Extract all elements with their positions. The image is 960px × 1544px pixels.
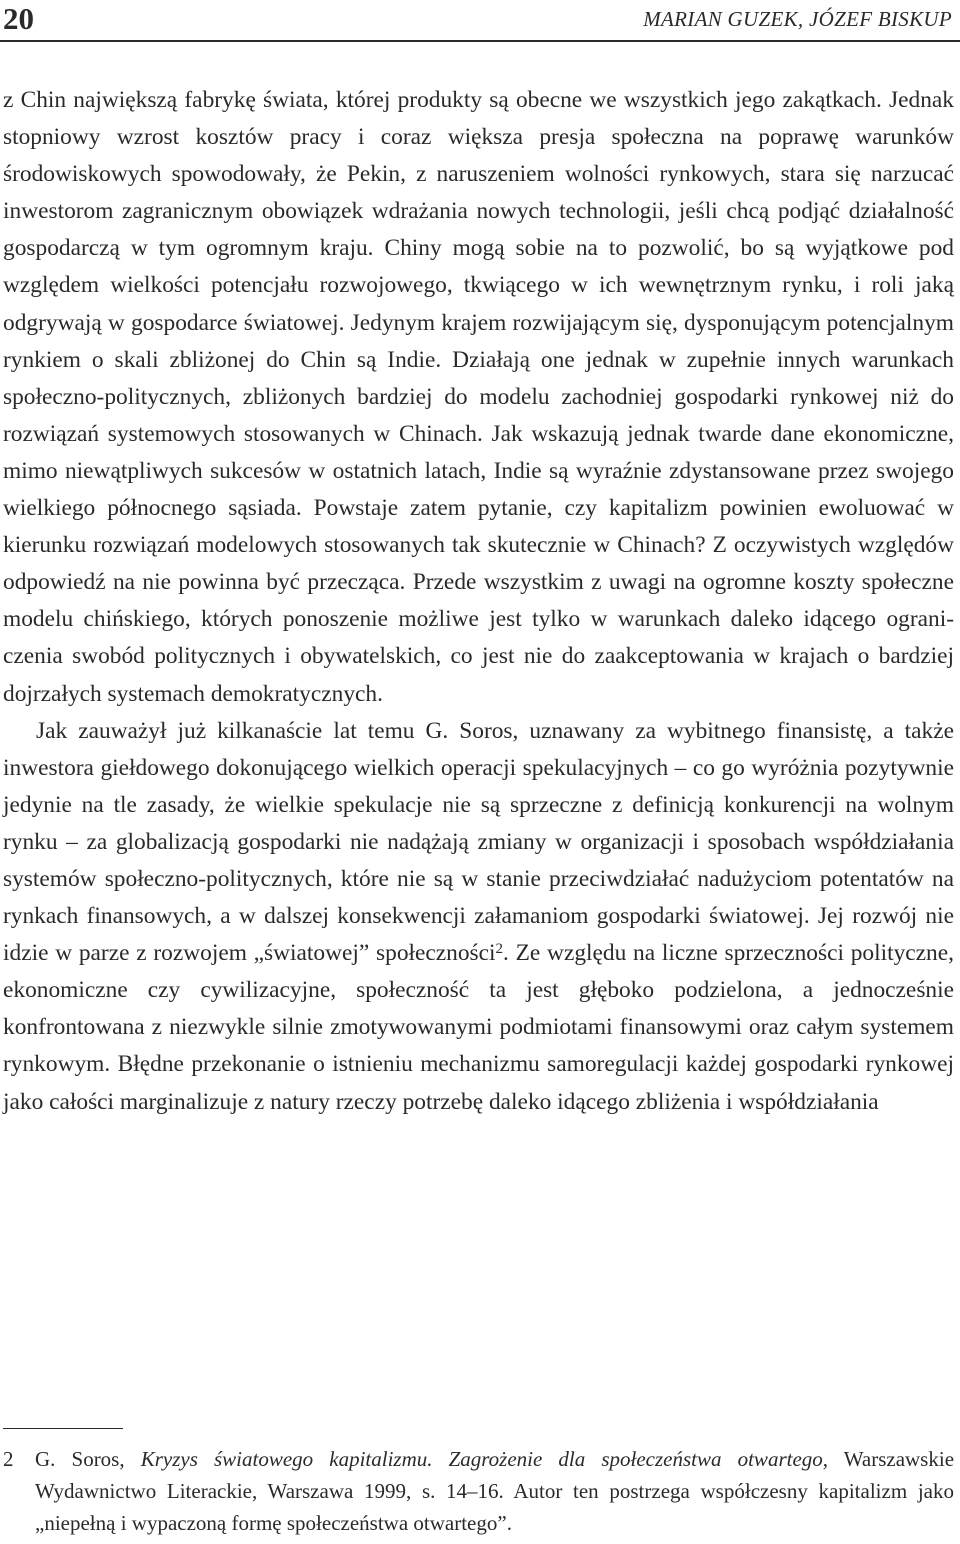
footnote-text xyxy=(35,1443,954,1539)
footnote-reference[interactable]: 2 xyxy=(495,941,504,958)
header-rule xyxy=(0,40,960,42)
footnote-separator xyxy=(3,1428,123,1429)
footnote-book-title: Kryzys światowego kapitalizmu. Zagrożenie dla społeczeństwa otwartego xyxy=(140,1447,823,1471)
paragraph-2 xyxy=(3,713,954,1121)
footnote xyxy=(3,1443,954,1539)
page-header xyxy=(0,0,960,42)
body-text xyxy=(3,82,954,1121)
paragraph-2-text-before: Jak zauważył już kilkanaście lat temu G. Soros, uznawany za wybitnego finansistę, a także inwestora giełdowego dokonującego wielkich operacji spekulacyjnych – co go wyróżnia pozytywnie jedynie na tle zasady, że wielkie spekulacje nie są sprzeczne z definicją konkurencji na wolnym rynku – za globalizacją gospodarki nie nadążają zmiany w organizacji i sposobach współdziałania systemów społeczno-politycznych, które nie są w stanie przeciwdziałać nadużyciom potentatów na rynkach finansowych, a w dalszej konsekwencji załamaniom gospodarki światowej. Jej rozwój nie idzie w parze z rozwojem „światowej” społeczności xyxy=(3,717,954,967)
page-number: 20 xyxy=(3,1,34,36)
paragraph-2-text-after: . Ze względu na liczne sprzeczności polityczne, ekonomiczne czy cywilizacyjne, społeczność ta jest głęboko podzielona, a jednocześnie konfrontowana z niezwykle silnie zmotywowanymi podmiotami finansowymi oraz całym systemem rynkowym. Błędne przekonanie o istnieniu mechanizmu samoregulacji każdej gospodarki rynkowej jako całości marginalizuje z natury rzeczy potrzebę daleko idącego zbliżenia i współdziałania xyxy=(3,940,954,1115)
paragraph-1: z Chin największą fabrykę świata, której produkty są obecne we wszystkich jego zakątkach. Jednak stopniowy wzrost kosztów pracy i coraz większa presja społeczna na poprawę warunków środowiskowych spowodowały, że Pekin, z naruszeniem wolności rynkowych, stara się narzucać inwestorom zagranicznym obowiązek wdrażania nowych technologii, jeśli chcą podjąć działalność gospodarczą w tym ogromnym kraju. Chiny mogą sobie na to pozwolić, bo są wyjątkowe pod względem wielkości potencjału rozwojowego, tkwiącego w ich wewnętrznym rynku, i roli jaką odgrywają w gospodarce światowej. Jedynym krajem rozwijającym się, dysponującym potencjalnym rynkiem o skali zbliżonej do Chin są Indie. Działają one jednak w zupełnie innych warunkach społeczno-politycznych, zbliżonych bardziej do modelu zachodniej gospodarki rynkowej niż do rozwiązań systemowych stosowanych w Chinach. Jak wskazują jednak twarde dane ekonomiczne, mimo niewątpliwych sukcesów w ostatnich latach, Indie są wyraźnie zdystansowane przez swojego wielkiego północnego sąsiada. Powstaje zatem pytanie, czy kapitalizm powinien ewoluować w kierunku rozwiązań modelowych stosowanych tak skutecznie w Chinach? Z oczywistych względów odpowiedź na nie powinna być przecząca. Przede wszystkim z uwagi na ogromne koszty społeczne modelu chińskiego, których ponoszenie możliwe jest tylko w warunkach daleko idącego ograniczenia swobód politycznych i obywatelskich, co jest nie do zaakceptowania w krajach o bardziej dojrzałych systemach demokratycznych. xyxy=(3,87,954,707)
footnote-rest: , Warszawskie Wydawnictwo Literackie, Warszawa 1999, s. 14–16. Autor ten postrzega współczesny kapitalizm jako „niepełną i wypaczoną formę społeczeństwa otwartego”. xyxy=(35,1447,955,1535)
footnote-author: G. Soros, xyxy=(35,1447,141,1471)
running-head: MARIAN GUZEK, JÓZEF BISKUP xyxy=(643,7,952,31)
footnote-marker: 2 xyxy=(3,1447,14,1471)
